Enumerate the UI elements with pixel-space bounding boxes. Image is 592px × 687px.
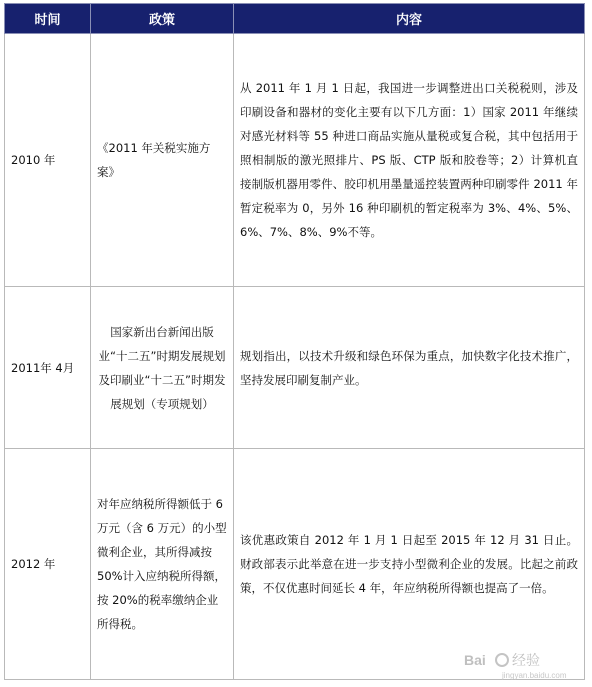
table-row bbox=[5, 449, 585, 680]
table-row bbox=[5, 34, 585, 287]
header-time: 时间 bbox=[5, 4, 91, 34]
row-policy-cell: 国家新出台新闻出版业“十二五”时期发展规划及印刷业“十二五”时期发展规划（专项规划） bbox=[91, 287, 234, 449]
header-content: 内容 bbox=[234, 4, 585, 34]
watermark-brand-2: 经验 bbox=[512, 653, 540, 669]
row-content-cell: 从 2011 年 1 月 1 日起，我国进一步调整进出口关税税则，涉及印刷设备和器材的变化主要有以下几方面：1）国家 2011 年继续对感光材料等 55 种进口商品实施从量税或复合税，其中包括用于照相制版的激光照排片、PS 版、CTP 版和胶卷等；2）计算机直接制版机器用零件、胶印机用墨量遥控装置两种印刷零件 2011 年暂定税率为 0，另外 16 种印刷机的暂定税率为 3%、4%、5%、6%、7%、8%、9%不等。 bbox=[234, 34, 585, 287]
paw-icon bbox=[496, 654, 508, 666]
watermark-brand: Bai bbox=[464, 652, 486, 668]
row-policy-cell: 对年应纳税所得额低于 6 万元（含 6 万元）的小型微利企业，其所得减按 50%计入应纳税所得额，按 20%的税率缴纳企业所得税。 bbox=[91, 449, 234, 680]
row-time-cell: 2010 年 bbox=[5, 34, 91, 287]
row-policy-cell: 《2011 年关税实施方案》 bbox=[91, 34, 234, 287]
watermark-url: jingyan.baidu.com bbox=[502, 671, 567, 680]
baidu-jingyan-watermark bbox=[462, 647, 582, 681]
header-policy: 政策 bbox=[91, 4, 234, 34]
row-time-cell: 2012 年 bbox=[5, 449, 91, 680]
row-time-cell: 2011年 4月 bbox=[5, 287, 91, 449]
table-header-row bbox=[5, 4, 585, 34]
table-row bbox=[5, 287, 585, 449]
row-content-cell: 该优惠政策自 2012 年 1 月 1 日起至 2015 年 12 月 31 日止。财政部表示此举意在进一步支持小型微利企业的发展。比起之前政策，不仅优惠时间延长 4 年，年应纳税所得额也提高了一倍。 bbox=[234, 449, 585, 680]
policy-table bbox=[4, 3, 585, 680]
row-content-cell: 规划指出，以技术升级和绿色环保为重点，加快数字化技术推广，坚持发展印刷复制产业。 bbox=[234, 287, 585, 449]
